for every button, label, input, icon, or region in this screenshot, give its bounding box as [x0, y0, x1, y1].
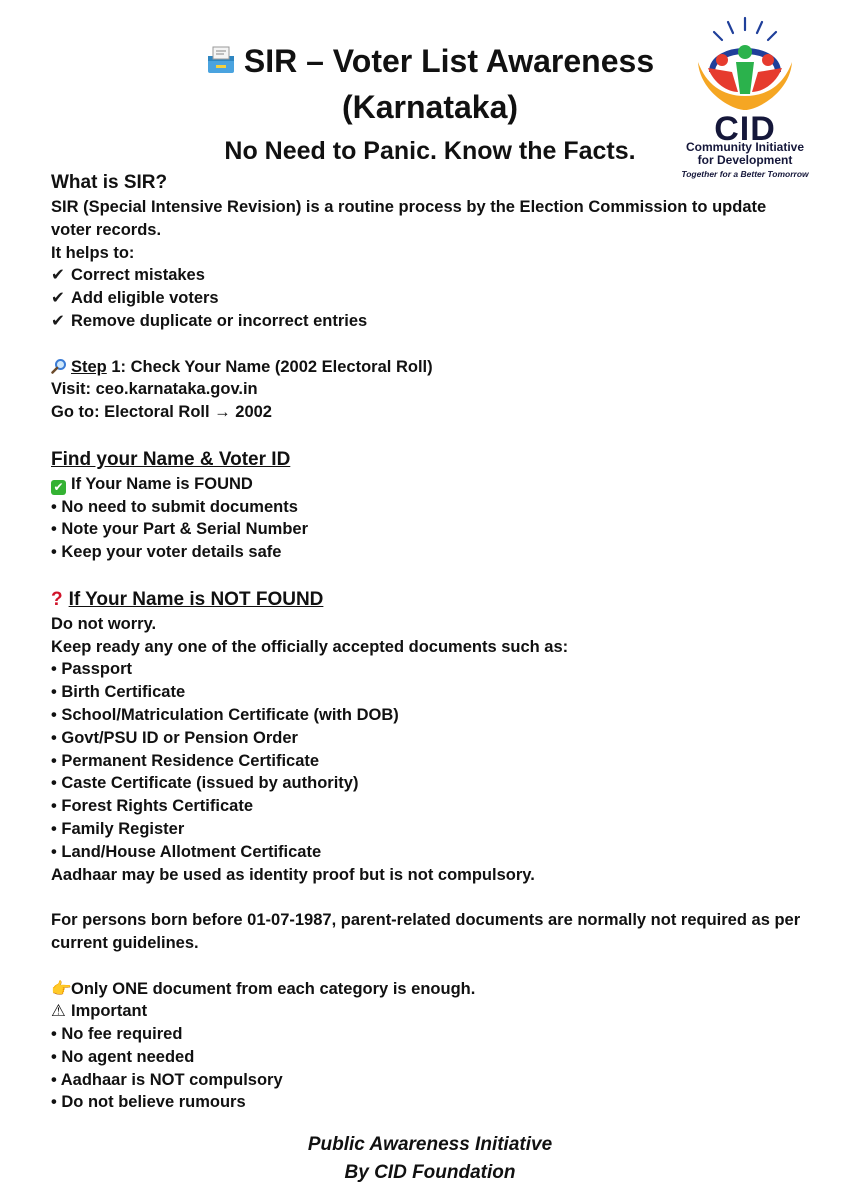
list-item: • Forest Rights Certificate — [51, 797, 253, 816]
list-item: • No fee required — [51, 1025, 183, 1044]
aadhaar-note: Aadhaar may be used as identity proof but is not compulsory. — [51, 865, 535, 884]
list-item: • School/Matriculation Certificate (with DOB) — [51, 705, 399, 724]
cid-logo-people-icon — [672, 14, 818, 114]
list-item: ✔ Correct mistakes — [51, 264, 811, 287]
list-item: • Govt/PSU ID or Pension Order — [51, 728, 298, 747]
list-item: ✔ Add eligible voters — [51, 287, 811, 310]
list-item: • Permanent Residence Certificate — [51, 751, 320, 770]
list-item: ✔ Remove duplicate or incorrect entries — [51, 310, 811, 333]
logo-org-name — [672, 141, 818, 167]
step1-title — [51, 356, 811, 379]
find-heading: Find your Name & Voter ID — [51, 448, 291, 470]
step1-title-rest: 1: Check Your Name (2002 Electoral Roll) — [106, 357, 433, 376]
logo-name-line1: Community Initiative — [685, 140, 804, 154]
checkmark-icon: ✔ — [51, 289, 65, 308]
not-found-line2: Keep ready any one of the officially accepted documents such as: — [51, 637, 569, 656]
list-item: • Family Register — [51, 819, 185, 838]
logo-name-line2: for Development — [697, 153, 793, 167]
visit-link: Visit: ceo.karnataka.gov.in — [51, 380, 258, 399]
footer-line1: Public Awareness Initiative — [307, 1134, 553, 1155]
list-item: • Note your Part & Serial Number — [51, 520, 309, 539]
list-item: • Aadhaar is NOT compulsory — [51, 1070, 283, 1089]
step-word: Step — [71, 357, 107, 376]
born-before-note: For persons born before 01-07-1987, parent-related documents are normally not required as per current guidelines. — [51, 911, 801, 952]
important-label: ⚠ Important — [51, 1000, 811, 1023]
logo-tagline: Together for a Better Tomorrow — [681, 169, 809, 179]
page-subtitle: No Need to Panic. Know the Facts. — [224, 137, 636, 165]
list-item: • Birth Certificate — [51, 683, 186, 702]
footer — [0, 1131, 848, 1187]
list-item: • Do not believe rumours — [51, 1093, 246, 1112]
not-found-heading: ? If Your Name is NOT FOUND — [51, 588, 324, 610]
one-doc-note: 👉Only ONE document from each category is enough. — [51, 978, 811, 1001]
green-check-icon: ✔ — [51, 480, 66, 495]
checkmark-icon: ✔ — [51, 311, 65, 330]
goto-text: Go to: Electoral Roll → 2002 — [51, 403, 272, 422]
warning-icon: ⚠ — [51, 1002, 66, 1021]
list-item: • Land/House Allotment Certificate — [51, 842, 322, 861]
helps-label: It helps to: — [51, 243, 135, 262]
footer-line2: By CID Foundation — [344, 1162, 516, 1183]
list-item: • No need to submit documents — [51, 497, 298, 516]
list-item: • No agent needed — [51, 1047, 195, 1066]
checkmark-icon: ✔ — [51, 266, 65, 285]
pointing-hand-icon: 👉 — [51, 979, 72, 998]
red-question-icon: ? — [51, 588, 63, 610]
title-line1: SIR – Voter List Awareness — [243, 43, 655, 79]
not-found-line1: Do not worry. — [51, 614, 157, 633]
cid-logo — [672, 14, 818, 180]
title-line2: (Karnataka) — [341, 89, 519, 125]
list-item: • Keep your voter details safe — [51, 543, 282, 562]
ballot-box-icon — [206, 43, 236, 86]
logo-text: CID — [714, 110, 776, 148]
sir-description: SIR (Special Intensive Revision) is a routine process by the Election Commission to update voter records. — [51, 198, 767, 239]
what-is-sir-heading: What is SIR? — [51, 172, 168, 193]
main-content — [51, 170, 811, 1114]
found-title: ✔ If Your Name is FOUND — [51, 473, 811, 496]
list-item: • Passport — [51, 660, 132, 679]
list-item: • Caste Certificate (issued by authority) — [51, 774, 359, 793]
magnifier-icon — [51, 356, 69, 379]
